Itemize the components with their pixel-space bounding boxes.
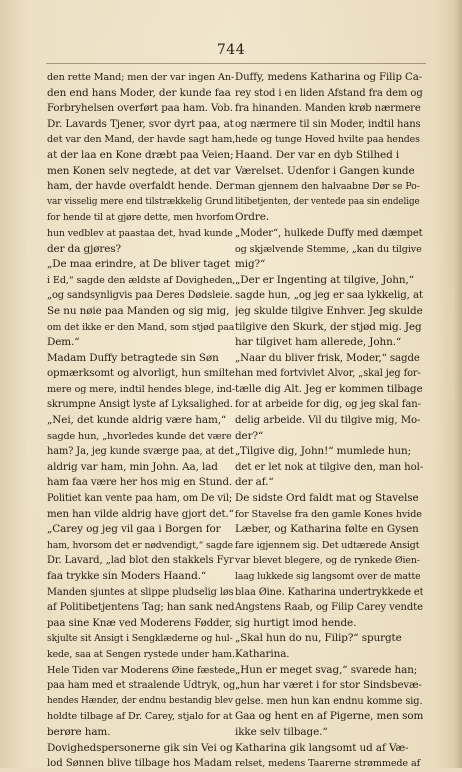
text-line: „og sandsynligvis paa Deres Dødsleie. xyxy=(47,290,233,302)
text-line: „hun har været i for stor Sindsbevæ- xyxy=(235,680,422,692)
text-line: Se nu nøie paa Manden og sig mig, xyxy=(47,304,230,317)
text-line: skjulte sit Ansigt i Sengklæderne og hul- xyxy=(47,633,233,645)
text-line: Dem.“ xyxy=(47,336,80,349)
text-line: berøre ham. xyxy=(47,725,111,738)
text-line: tælle dig Alt. Jeg er kommen tilbage xyxy=(235,382,423,395)
text-line: i Ed,“ sagde den ældste af Dovigheden, xyxy=(47,274,235,286)
text-line: „Moder“, hulkede Duffy med dæmpet xyxy=(235,227,423,239)
page-number: 744 xyxy=(216,42,246,58)
text-line: men han vilde aldrig have gjort det.“ xyxy=(47,508,234,520)
text-line: Gaa og hent en af Pigerne, men som xyxy=(235,710,423,723)
text-line: Manden sjuntes at slippe pludselig løs xyxy=(47,586,234,598)
text-line: Angstens Raab, og Filip Carey vendte xyxy=(235,602,423,614)
text-line: for at arbeide for dig, og jeg skal fan- xyxy=(235,399,421,411)
text-line: det er let nok at tilgive den, man hol- xyxy=(235,461,423,473)
text-line: delig arbeide. Vil du tilgive mig, Mo- xyxy=(235,415,421,427)
text-line: jeg skulde tilgive Enhver. Jeg skulde xyxy=(235,304,423,317)
text-line: sagde hun, „og jeg er saa lykkelig, at xyxy=(235,290,423,302)
text-line: ham, hvorsom det er nødvendigt,“ sagde xyxy=(47,539,233,551)
text-line: mig?“ xyxy=(235,258,266,271)
text-line: „Naar du bliver frisk, Moder,“ sagde xyxy=(235,352,420,364)
text-line: han med fortvivlet Alvor, „skal jeg for- xyxy=(235,368,421,380)
text-line: Duffy, medens Katharina og Filip Ca- xyxy=(235,72,423,83)
left-text-column xyxy=(47,70,235,772)
text-line: hun vedblev at paastaa det, hvad kunde xyxy=(47,227,233,239)
text-line: blaa Øine. Katharina undertrykkede et xyxy=(235,586,423,598)
text-line: „Nei, det kunde aldrig være ham,“ xyxy=(47,414,227,427)
text-line: aldrig var ham, min John. Aa, lad xyxy=(47,460,218,473)
text-line: ikke selv tilbage.“ xyxy=(235,725,328,738)
text-line: har tilgivet ham allerede, John.“ xyxy=(235,336,402,349)
text-line: var blevet blegere, og de rynkede Øien- xyxy=(235,555,420,567)
text-line: laag lukkede sig langsomt over de matte xyxy=(235,571,421,582)
text-line: Hele Tiden var Moderens Øine fæstede xyxy=(47,664,235,676)
text-line: „Der er Ingenting at tilgive, John,“ xyxy=(235,273,414,286)
text-line: skrumpne Ansigt lyste af Lyksalighed. xyxy=(47,399,233,411)
text-line: Dovighedspersonerne gik sin Vei og xyxy=(47,741,233,754)
text-line: for hende til at gjøre dette, men hvorfom xyxy=(47,212,234,224)
text-line: hendes Hænder, der endnu bestandig blev xyxy=(47,695,233,706)
text-line: det var den Mand, der havde sagt ham, xyxy=(47,134,235,146)
text-line: Værelset. Udenfor i Gangen kunde xyxy=(235,164,415,177)
text-line: Haand. Der var en dyb Stilhed i xyxy=(235,148,400,161)
text-line: „Skal hun do nu, Filip?“ spurgte xyxy=(235,632,402,645)
text-line: „Carey og jeg vil gaa i Borgen for xyxy=(47,523,221,536)
text-line: fare igjennem sig. Det udtærede Ansigt xyxy=(235,539,420,551)
text-line: Ordre. xyxy=(235,211,269,224)
text-line: Katharina. xyxy=(235,647,290,660)
header-rule xyxy=(46,63,426,64)
page-edge-shadow xyxy=(454,0,462,768)
text-line: faa trykke sin Moders Haand.“ xyxy=(47,570,207,582)
text-line: lod Sønnen blive tilbage hos Madam xyxy=(47,758,232,770)
text-line: paa ham med et straalende Udtryk, og xyxy=(47,680,235,692)
text-line: sagde hun, „hvorledes kunde det være xyxy=(47,430,232,442)
text-line: for Stavelse fra den gamle Kones hvide xyxy=(235,508,422,520)
text-line: der af.“ xyxy=(235,476,274,489)
text-line: ham, der havde overfaldt hende. Der xyxy=(47,181,235,193)
text-line: Politiet kan vente paa ham, om De vil; xyxy=(47,493,233,505)
text-line: den end hans Moder, der kunde faa xyxy=(47,86,231,99)
text-line: Dr. Lavard, „lad blot den stakkels Fyr xyxy=(47,555,234,567)
text-line: ham faa være her hos mig en Stund. xyxy=(47,477,233,489)
text-line: relset, medens Taarerne strømmede af xyxy=(235,758,421,770)
text-line: De sidste Ord faldt mat og Stavelse xyxy=(235,492,419,505)
text-line: paa sine Knæ ved Moderens Fødder, xyxy=(47,617,233,629)
text-line: Madam Duffy betragtede sin Søn xyxy=(47,351,219,364)
text-line: Katharina gik langsomt ud af Væ- xyxy=(235,741,409,754)
text-line: den rette Mand; men der var ingen An- xyxy=(47,72,235,83)
text-line: og skjælvende Stemme, „kan du tilgive xyxy=(235,243,422,255)
text-line: der?“ xyxy=(235,429,264,442)
right-text-column xyxy=(235,70,423,772)
text-line: „Hun er meget svag,“ svarede han; xyxy=(235,663,418,676)
text-line: var visselig mere end tilstrækkelig Grund xyxy=(47,196,234,207)
text-line: fra hinanden. Manden krøb nærmere xyxy=(235,103,421,115)
text-line: ham? Ja, jeg kunde sværge paa, at det xyxy=(47,446,234,458)
text-line: gelse. men hun kan endnu komme sig. xyxy=(235,695,423,707)
text-line: mere og mere, indtil hendes blege, ind- xyxy=(47,383,235,395)
text-line: tilgive den Skurk, der stjød mig. Jeg xyxy=(235,320,422,333)
text-line: „De maa erindre, at De bliver taget xyxy=(47,258,231,271)
text-line: og nærmere til sin Moder, indtil hans xyxy=(235,118,421,130)
text-line: „Tilgive dig, John!“ mumlede hun; xyxy=(235,445,411,458)
text-line: opmærksomt og alvorligt, hun smilte xyxy=(47,368,235,380)
text-line: om det ikke er den Mand, som stjød paa xyxy=(47,321,235,333)
text-line: at der laa en Kone dræbt paa Veien; xyxy=(47,148,234,161)
text-line: hede og tunge Hoved hvilte paa hendes xyxy=(235,134,420,146)
text-line: kede, saa at Sengen rystede under ham. xyxy=(47,648,235,660)
text-line: Læber, og Katharina følte en Gysen xyxy=(235,523,419,536)
text-line: sig hurtigt imod hende. xyxy=(235,616,357,629)
text-line: holdte tilbage af Dr. Carey, stjalo for at xyxy=(47,711,233,723)
text-line: Forbryhelsen overført paa ham. Vob. xyxy=(47,103,233,115)
text-line: Dr. Lavards Tjener, svor dyrt paa, at xyxy=(47,117,234,130)
text-line: litibetjenten, der ventede paa sin endelige xyxy=(235,196,420,207)
text-line: af Politibetjentens Tag; han sank ned xyxy=(47,602,235,614)
text-line: der da gjøres? xyxy=(47,242,121,255)
text-line: men Konen selv negtede, at det var xyxy=(47,164,231,177)
text-line: rey stod i en liden Afstand fra dem og xyxy=(235,87,423,99)
text-line: man gjennem den halvaabne Dør se Po- xyxy=(235,181,420,193)
